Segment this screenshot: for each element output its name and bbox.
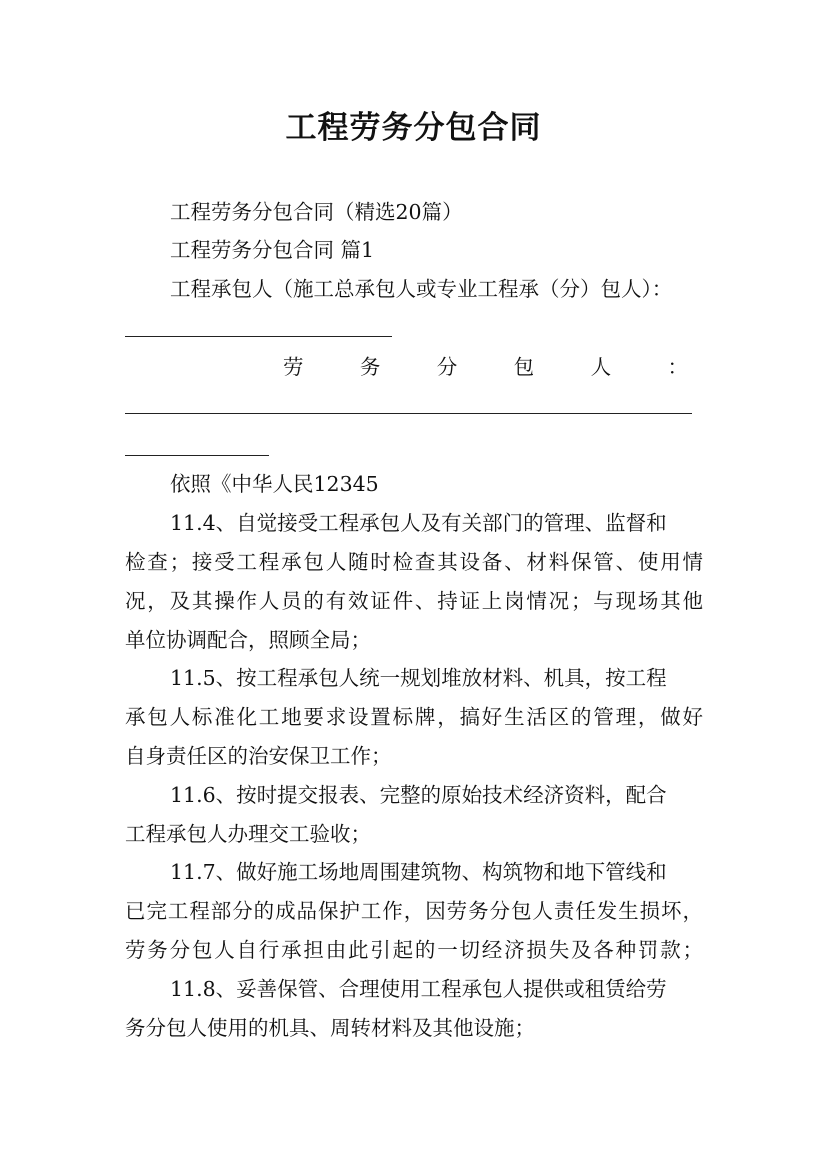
subtitle: 工程劳务分包合同（精选20篇） bbox=[170, 200, 463, 224]
clause-11-5-line-1: 11.5、按工程承包人统一规划堆放材料、机具，按工程 bbox=[170, 666, 667, 690]
clause-11-6-line-2: 工程承包人办理交工验收； bbox=[125, 822, 371, 846]
party-b-label bbox=[283, 355, 688, 379]
party-b-char: 人 bbox=[590, 355, 612, 379]
clause-11-4-line-1: 11.4、自觉接受工程承包人及有关部门的管理、监督和 bbox=[170, 511, 667, 535]
party-a-label: 工程承包人（施工总承包人或专业工程承（分）包人）： bbox=[170, 277, 673, 301]
party-b-char: 分 bbox=[436, 355, 458, 379]
party-b-char: 包 bbox=[513, 355, 535, 379]
basis-text: 依照《中华人民12345 bbox=[170, 472, 379, 496]
clause-11-5-line-3: 自身责任区的治安保卫工作； bbox=[125, 744, 392, 768]
party-b-char: 务 bbox=[359, 355, 381, 379]
clause-11-5-line-2: 承包人标准化工地要求设置标牌，搞好生活区的管理，做好 bbox=[125, 705, 703, 729]
clause-11-8-line-2: 务分包人使用的机具、周转材料及其他设施； bbox=[125, 1016, 535, 1040]
party-b-char: 劳 bbox=[283, 355, 304, 379]
clause-11-7-line-3: 劳务分包人自行承担由此引起的一切经济损失及各种罚款； bbox=[125, 938, 703, 962]
clause-11-6-line-1: 11.6、按时提交报表、完整的原始技术经济资料，配合 bbox=[170, 783, 667, 807]
clause-11-4-line-2: 检查；接受工程承包人随时检查其设备、材料保管、使用情 bbox=[125, 550, 703, 574]
clause-11-4-line-3: 况，及其操作人员的有效证件、持证上岗情况；与现场其他 bbox=[125, 589, 703, 613]
clause-11-7-line-2: 已完工程部分的成品保护工作，因劳务分包人责任发生损坏， bbox=[125, 899, 703, 923]
party-a-blank-line bbox=[125, 336, 392, 337]
clause-11-7-line-1: 11.7、做好施工场地周围建筑物、构筑物和地下管线和 bbox=[170, 860, 667, 884]
party-b-blank-line bbox=[125, 413, 692, 414]
document-title: 工程劳务分包合同 bbox=[285, 110, 542, 146]
party-b-char: ： bbox=[667, 355, 688, 379]
section-heading: 工程劳务分包合同 篇1 bbox=[170, 238, 375, 262]
party-b-blank-line-2 bbox=[125, 455, 269, 456]
clause-11-8-line-1: 11.8、妥善保管、合理使用工程承包人提供或租赁给劳 bbox=[170, 977, 667, 1001]
clause-11-4-line-4: 单位协调配合，照顾全局； bbox=[125, 628, 371, 652]
